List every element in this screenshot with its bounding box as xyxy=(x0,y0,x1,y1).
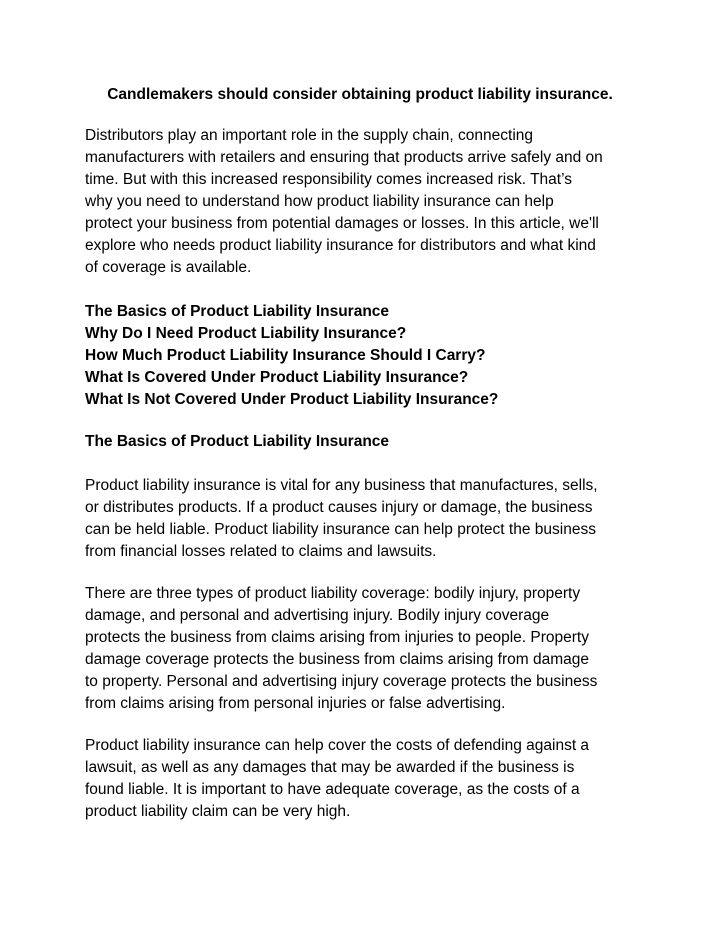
toc-item: What Is Covered Under Product Liability Insurance? xyxy=(85,369,469,386)
table-of-contents xyxy=(85,301,498,411)
intro-paragraph: Distributors play an important role in the supply chain, connecting manufacturers with retailers and ensuring that products arrive safely and on time. But with this increased responsibility comes increased risk. That’s why you need to understand how product liability insurance can help protect your business from potential damages or losses. In this article, we'll explore who needs product liability insurance for distributors and what kind of coverage is available. xyxy=(85,127,603,276)
toc-item: Why Do I Need Product Liability Insurance? xyxy=(85,325,407,342)
body-paragraph: There are three types of product liability coverage: bodily injury, property damage, and personal and advertising injury. Bodily injury coverage protects the business from claims arising from injuries to people. Property damage coverage protects the business from claims arising from damage to property. Personal and advertising injury coverage protects the business from claims arising from personal injuries or false advertising. xyxy=(85,585,598,712)
body-paragraph: Product liability insurance is vital for any business that manufactures, sells, or distributes products. If a product causes injury or damage, the business can be held liable. Product liability insurance can help protect the business from financial losses related to claims and lawsuits. xyxy=(85,477,598,560)
document-title: Candlemakers should consider obtaining product liability insurance. xyxy=(107,86,613,103)
toc-item: The Basics of Product Liability Insurance xyxy=(85,303,390,320)
toc-item: What Is Not Covered Under Product Liability Insurance? xyxy=(85,391,499,408)
section-heading: The Basics of Product Liability Insurance xyxy=(85,433,390,450)
toc-item: How Much Product Liability Insurance Should I Carry? xyxy=(85,347,486,364)
body-paragraph: Product liability insurance can help cover the costs of defending against a lawsuit, as well as any damages that may be awarded if the business is found liable. It is important to have adequate coverage, as the costs of a product liability claim can be very high. xyxy=(85,737,590,820)
